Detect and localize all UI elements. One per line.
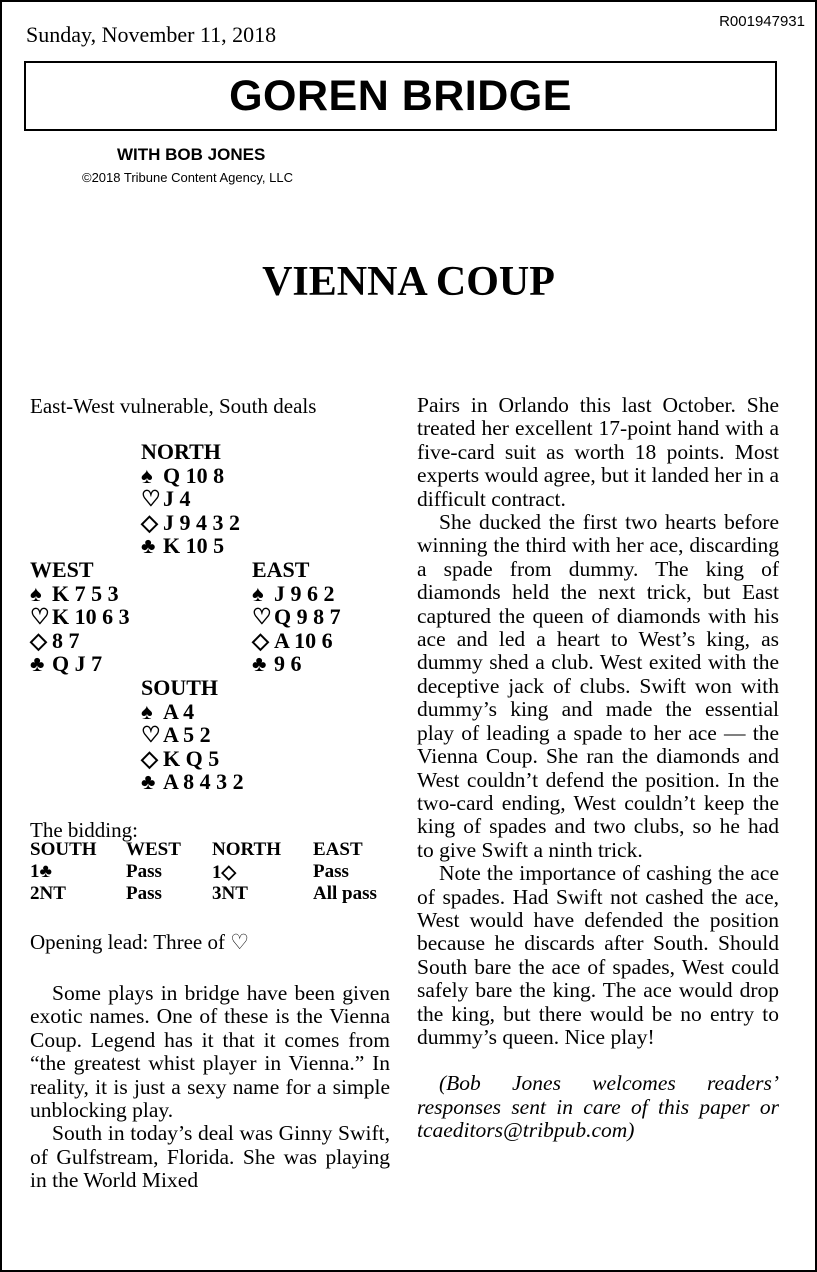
- holding-hearts: ♡ A 5 2: [141, 722, 211, 747]
- hand-label: SOUTH: [141, 675, 219, 700]
- hand-north: [141, 440, 240, 558]
- heart-icon: ♡: [141, 722, 161, 747]
- bid-cell: 2NT: [30, 883, 66, 904]
- club-icon: ♣: [252, 651, 267, 676]
- holding-hearts: ♡ K 10 6 3: [30, 604, 130, 629]
- hand-label: NORTH: [141, 439, 221, 464]
- heart-icon: ♡: [252, 604, 272, 629]
- article-paragraph: South in today’s deal was Ginny Swift, of Gulfstream, Florida. She was playing in the World Mixed: [30, 1121, 390, 1193]
- bid-header: SOUTH: [30, 839, 97, 860]
- bid-cell: 1◇: [212, 862, 237, 883]
- holding-spades: ♠ K 7 5 3: [30, 580, 119, 606]
- club-icon: ♣: [141, 533, 156, 558]
- headline: VIENNA COUP: [262, 259, 555, 305]
- bidding-title: The bidding:: [30, 818, 138, 842]
- byline: WITH BOB JONES: [117, 145, 266, 164]
- club-icon: ♣: [30, 651, 45, 676]
- bid-cell: Pass: [313, 861, 349, 882]
- holding-diamonds: ◇ J 9 4 3 2: [141, 509, 240, 535]
- bid-cell: All pass: [313, 883, 377, 904]
- publication-date: Sunday, November 11, 2018: [26, 22, 277, 47]
- hand-label: WEST: [30, 557, 94, 582]
- diamond-icon: ◇: [30, 627, 47, 653]
- copyright: ©2018 Tribune Content Agency, LLC: [82, 170, 293, 185]
- bid-cell: 3NT: [212, 883, 248, 904]
- spade-icon: ♠: [141, 698, 153, 724]
- article-paragraph: Some plays in bridge have been given exotic names. One of these is the Vienna Coup. Legend has it that it comes from “the greatest whist player in Vienna.” In reality, it is just a sexy name for a simple unblocking play.: [30, 981, 390, 1123]
- holding-clubs: ♣ 9 6: [252, 651, 302, 676]
- heart-icon: ♡: [141, 486, 161, 511]
- holding-diamonds: ◇ K Q 5: [141, 745, 220, 771]
- hand-label: EAST: [252, 557, 310, 582]
- bid-cell: Pass: [126, 883, 162, 904]
- diamond-icon: ◇: [141, 509, 158, 535]
- reader-note: (Bob Jones welcomes readers’ responses sent in care of this paper or tcaeditors@tribpub.com): [417, 1071, 779, 1143]
- spade-icon: ♠: [141, 462, 153, 488]
- holding-spades: ♠ A 4: [141, 698, 195, 724]
- spade-icon: ♠: [252, 580, 264, 606]
- bid-cell: Pass: [126, 861, 162, 882]
- article-column-right: [417, 394, 779, 1143]
- bid-header: NORTH: [212, 839, 282, 860]
- holding-clubs: ♣ K 10 5: [141, 533, 225, 558]
- holding-clubs: ♣ Q J 7: [30, 651, 103, 676]
- bid-header: WEST: [126, 839, 181, 860]
- masthead-title: GOREN BRIDGE: [229, 71, 572, 120]
- masthead-box: [24, 61, 777, 131]
- bid-cell: 1♣: [30, 861, 52, 882]
- hand-east: [252, 558, 341, 676]
- spade-icon: ♠: [30, 580, 42, 606]
- document-code: R001947931: [719, 13, 805, 30]
- opening-lead: Opening lead: Three of ♡: [30, 930, 250, 954]
- holding-diamonds: ◇ 8 7: [30, 627, 80, 653]
- holding-spades: ♠ Q 10 8: [141, 462, 225, 488]
- article-paragraph: Note the importance of cashing the ace of spades. Had Swift not cashed the ace, West would have defended the position because he discards after South. Should South bare the ace of spades, West could safely bare the king. The ace would drop the king, but there would be no entry to dummy’s queen. Nice play!: [417, 861, 779, 1049]
- vulnerability-line: East-West vulnerable, South deals: [30, 394, 317, 418]
- diamond-icon: ◇: [141, 745, 158, 771]
- holding-spades: ♠ J 9 6 2: [252, 580, 335, 606]
- holding-diamonds: ◇ A 10 6: [252, 627, 333, 653]
- holding-hearts: ♡ J 4: [141, 486, 191, 511]
- heart-icon: ♡: [30, 604, 50, 629]
- diamond-icon: ◇: [252, 627, 269, 653]
- bid-header: EAST: [313, 839, 363, 860]
- article-column-left: [30, 982, 390, 1193]
- article-paragraph: Pairs in Orlando this last October. She treated her excellent 17-point hand with a five-card suit as worth 18 points. Most experts would agree, but it landed her in a difficult contract.: [417, 393, 779, 511]
- holding-hearts: ♡ Q 9 8 7: [252, 604, 341, 629]
- club-icon: ♣: [141, 769, 156, 794]
- hand-south: [141, 676, 244, 794]
- hand-west: [30, 558, 130, 676]
- holding-clubs: ♣ A 8 4 3 2: [141, 769, 244, 794]
- article-paragraph: She ducked the first two hearts before winning the third with her ace, discarding a spade from dummy. The king of diamonds held the next trick, but East captured the queen of diamonds with his ace and led a heart to West’s king, as dummy shed a club. West exited with the deceptive jack of clubs. Swift won with dummy’s king and made the essential play of leading a spade to her ace — the Vienna Coup. She ran the diamonds and West couldn’t defend the position. In the two-card ending, West couldn’t keep the king of spades and two clubs, so he had to give Swift a ninth trick.: [417, 510, 779, 862]
